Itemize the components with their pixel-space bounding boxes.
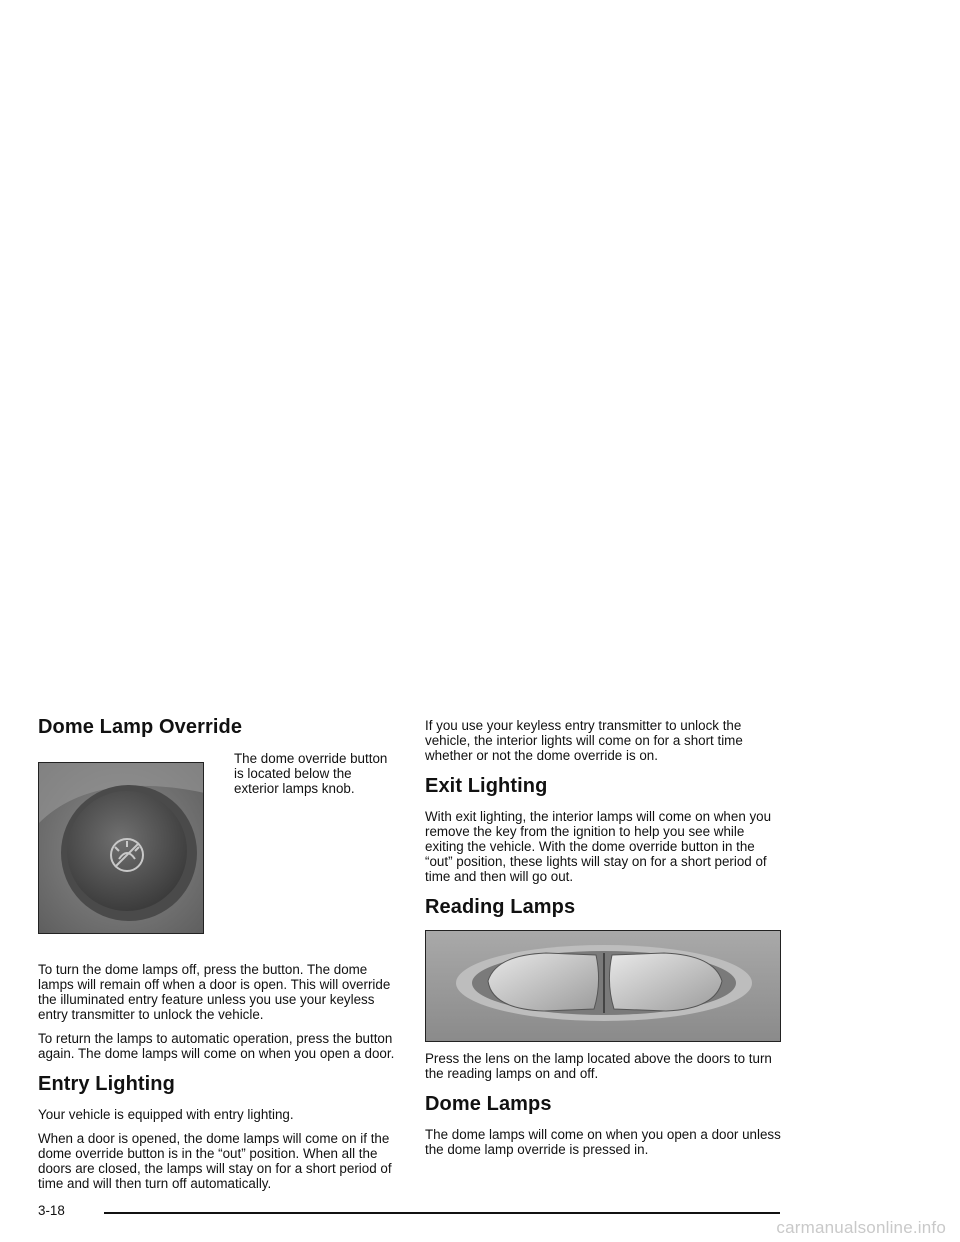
page-number: 3-18	[38, 1203, 65, 1218]
reading-lamp-left-lens	[488, 953, 599, 1011]
entry-lighting-paragraph-2: When a door is opened, the dome lamps will come on if the dome override button is in the “out” position. When all the doors are closed, the lamps will stay on for a short period of time and will then turn off automatically.	[38, 1131, 392, 1191]
dome-lamps-heading: Dome Lamps	[425, 1093, 552, 1115]
dome-override-paragraph-2: To return the lamps to automatic operation, press the button again. The dome lamps will come on when you open a door.	[38, 1031, 395, 1061]
watermark: carmanualsonline.info	[776, 1218, 946, 1237]
reading-lamp-right-lens	[609, 953, 722, 1011]
footer-rule	[104, 1212, 780, 1214]
exit-lighting-heading: Exit Lighting	[425, 775, 548, 797]
reading-lamps-heading: Reading Lamps	[425, 896, 576, 918]
dome-override-button-photo	[38, 762, 204, 934]
entry-lighting-heading: Entry Lighting	[38, 1073, 175, 1095]
dome-override-figure-row	[38, 751, 400, 934]
dome-override-caption: The dome override button is located below the exterior lamps knob.	[234, 751, 388, 796]
dome-lamps-paragraph: The dome lamps will come on when you open a door unless the dome lamp override is pressed in.	[425, 1127, 781, 1157]
right-column	[425, 718, 785, 1166]
reading-lamps-photo	[425, 930, 781, 1042]
entry-lighting-paragraph-1: Your vehicle is equipped with entry lighting.	[38, 1107, 294, 1122]
dome-lamp-override-heading: Dome Lamp Override	[38, 716, 243, 738]
reading-lamps-paragraph: Press the lens on the lamp located above the doors to turn the reading lamps on and off.	[425, 1051, 772, 1081]
exit-lighting-paragraph: With exit lighting, the interior lamps will come on when you remove the key from the ignition to help you see while exiting the vehicle. With the dome override button in the “out” position, these lights will stay on for a short period of time and then will go out.	[425, 809, 772, 884]
keyless-entry-paragraph: If you use your keyless entry transmitter to unlock the vehicle, the interior lights will come on for a short time whether or not the dome override is on.	[425, 718, 743, 763]
dome-override-paragraph-1: To turn the dome lamps off, press the button. The dome lamps will remain off when a door is open. This will override the illuminated entry feature unless you use your keyless entry transmitter to unlock the vehicle.	[38, 962, 391, 1022]
left-column	[38, 716, 400, 1200]
